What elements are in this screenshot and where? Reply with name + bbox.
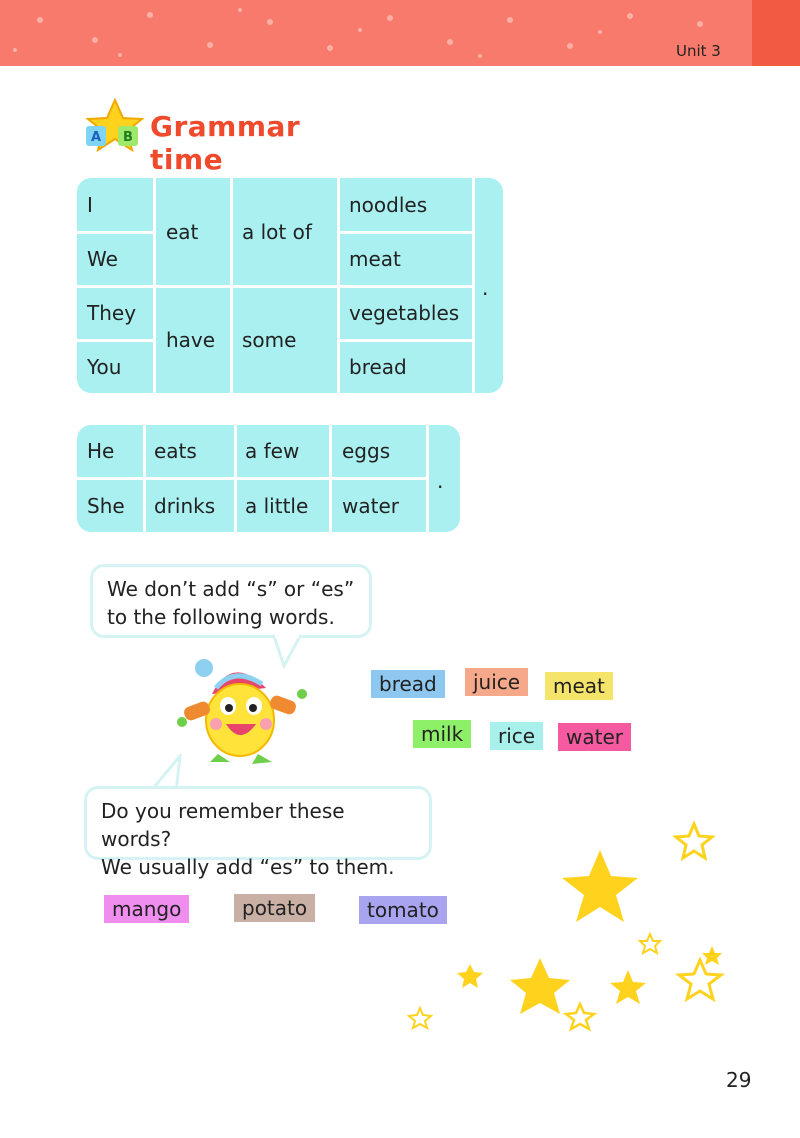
noun-cell: noodles	[349, 192, 428, 217]
noun-cell: vegetables	[349, 300, 460, 325]
banner-stars-decoration	[0, 0, 760, 66]
bubble-2-line-2: We usually add “es” to them.	[101, 855, 395, 879]
subject-cell: We	[87, 246, 118, 271]
stars-decoration	[400, 810, 740, 1040]
quantifier-cell: a lot of	[242, 219, 312, 244]
star-icon	[610, 970, 646, 1004]
verb-cell: drinks	[154, 494, 216, 518]
word-chip	[234, 894, 315, 922]
word-chip-label: potato	[242, 896, 308, 920]
noun-cell: meat	[349, 246, 401, 271]
speech-bubble-2	[84, 786, 432, 879]
noun-cell: water	[342, 494, 399, 518]
word-chip	[413, 720, 471, 748]
noun-cell: bread	[349, 354, 407, 379]
word-chip-label: rice	[498, 724, 536, 748]
bubble-1-line-2: to the following words.	[107, 605, 335, 629]
word-chip-label: mango	[112, 897, 182, 921]
grammar-table-2	[77, 425, 460, 532]
period-cell: .	[482, 276, 489, 300]
star-outline-icon	[566, 1004, 594, 1029]
page-title: Grammar time	[150, 110, 301, 176]
star-icon	[702, 946, 722, 965]
word-chip-label: water	[566, 725, 623, 749]
word-chip-label: bread	[379, 672, 437, 696]
noun-cell: eggs	[342, 439, 391, 463]
quantifier-cell: some	[242, 327, 297, 352]
star-outline-icon	[640, 934, 660, 953]
word-chip-label: juice	[473, 670, 521, 694]
page-number: 29	[726, 1068, 752, 1092]
icon-letter-a: A	[91, 130, 102, 145]
star-outline-icon	[409, 1008, 431, 1028]
unit-label: Unit 3	[676, 42, 721, 60]
word-chip	[545, 672, 613, 700]
subject-cell: You	[87, 354, 122, 379]
word-chip-label: meat	[553, 674, 605, 698]
bubble-2-line-1: Do you remember these words?	[101, 799, 345, 851]
star-icon	[457, 964, 483, 988]
subject-cell: He	[87, 439, 115, 463]
word-chip-label: tomato	[367, 898, 439, 922]
subject-cell: They	[87, 300, 137, 325]
star-outline-icon	[676, 824, 712, 858]
verb-cell: have	[166, 327, 216, 352]
word-chip	[490, 722, 543, 750]
star-icon	[510, 958, 570, 1014]
word-chip	[104, 895, 189, 923]
subject-cell: I	[87, 192, 93, 217]
word-chip	[371, 670, 445, 698]
icon-letter-b: B	[123, 130, 133, 145]
section-title	[82, 96, 382, 176]
star-icon	[562, 850, 638, 922]
quantifier-cell: a little	[245, 494, 309, 518]
quantifier-cell: a few	[245, 439, 300, 463]
period-cell: .	[437, 469, 444, 493]
verb-cell: eat	[166, 219, 199, 244]
subject-cell: She	[87, 494, 125, 518]
verb-cell: eats	[154, 439, 197, 463]
word-chip-label: milk	[421, 722, 464, 746]
word-chip	[558, 723, 631, 751]
grammar-table-1	[77, 178, 503, 393]
mascot-character-illustration	[174, 654, 314, 774]
star-outline-icon	[679, 960, 721, 999]
banner-tab	[752, 0, 800, 66]
word-chip	[465, 668, 528, 696]
speech-bubble-1	[90, 564, 372, 638]
star-blocks-icon	[82, 96, 148, 156]
bubble-1-line-1: We don’t add “s” or “es”	[107, 577, 355, 601]
